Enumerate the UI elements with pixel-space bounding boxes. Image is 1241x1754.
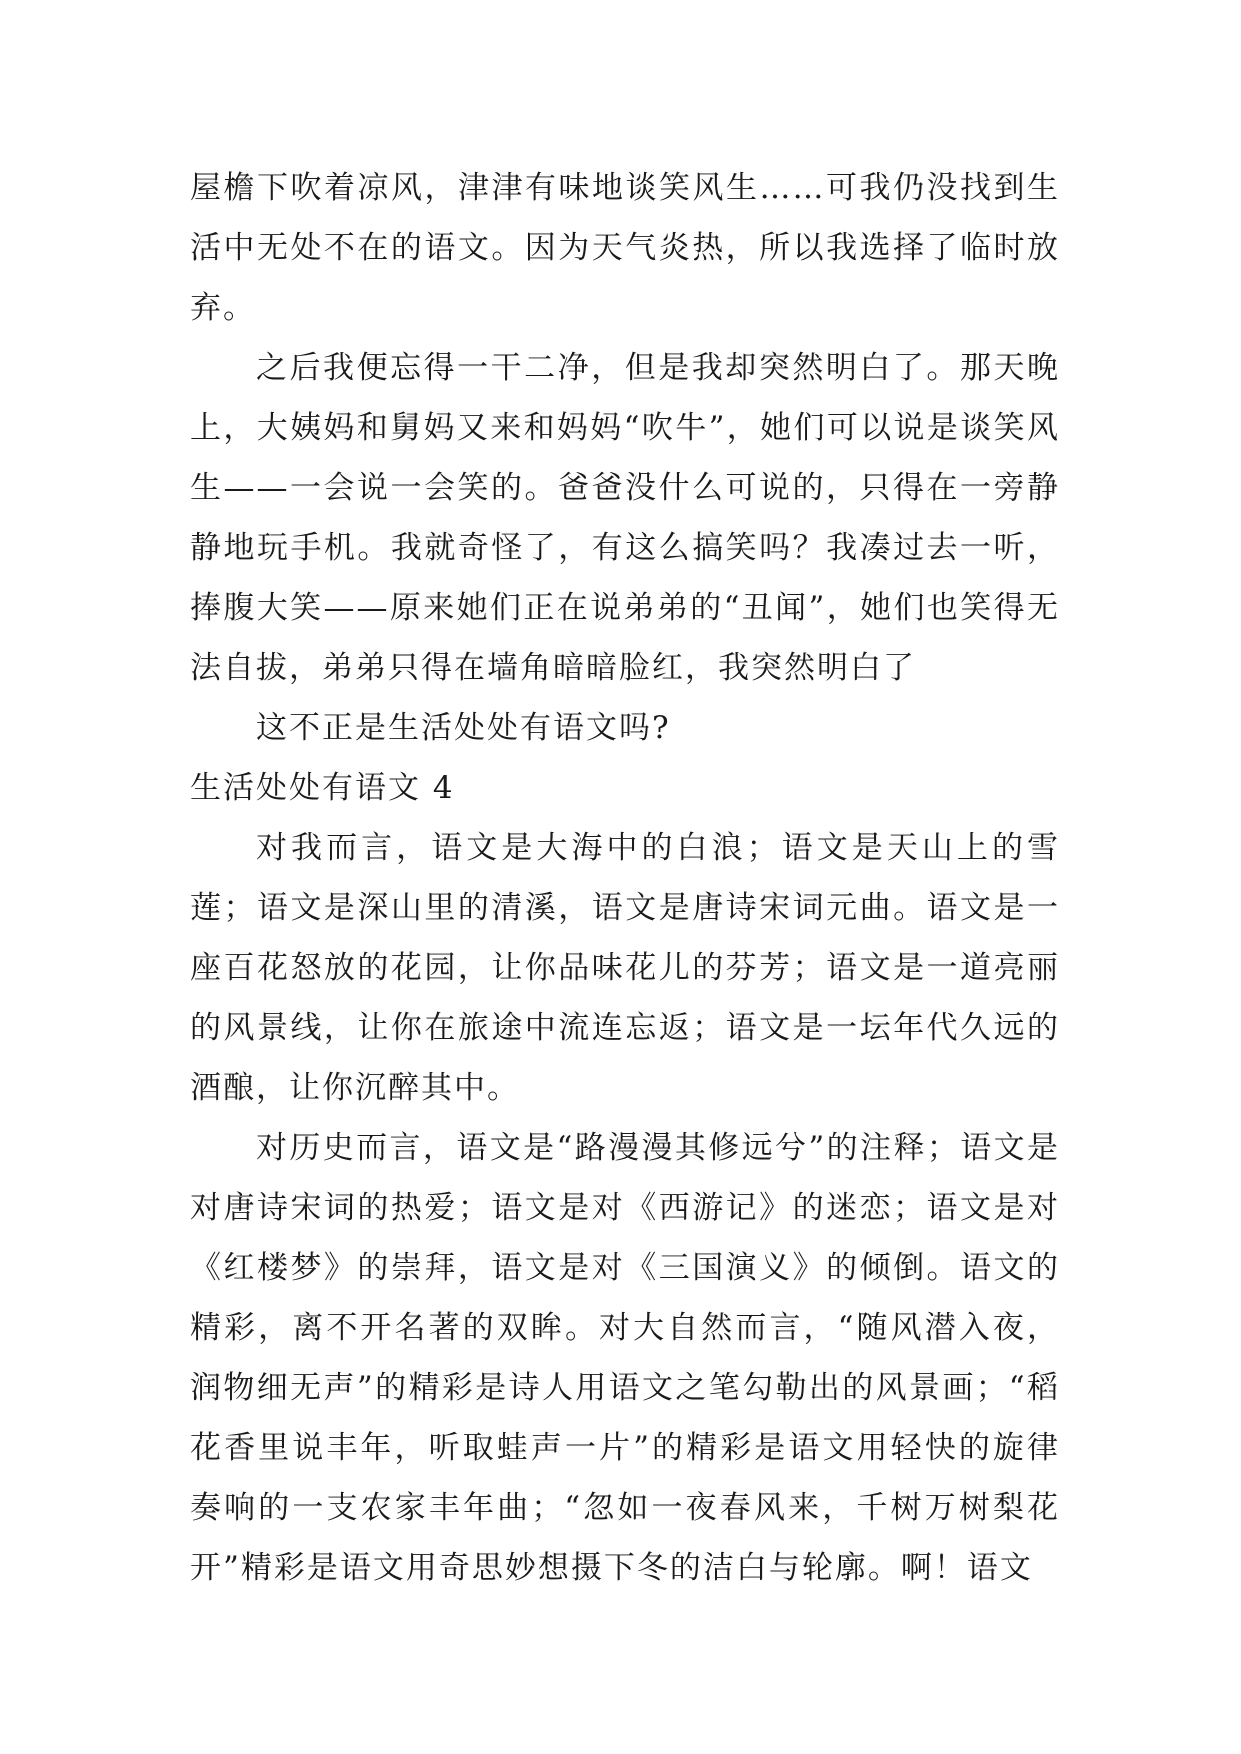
paragraph-conclusion: 这不正是生活处处有语文吗? [256, 710, 671, 746]
paragraph-for-me: 对我而言，语文是大海中的白浪；语文是天山上的雪莲；语文是深山里的清溪，语文是唐诗宋词元曲。语文是一座百花怒放的花园，让你品味花儿的芬芳；语文是一道亮丽的风景线，让你在旅途中流连忘返；语文是一坛年代久远的酒酿，让你沉醉其中。 [190, 830, 1060, 1106]
paragraph-history-nature: 对历史而言，语文是“路漫漫其修远兮”的注释；语文是对唐诗宋词的热爱；语文是对《西游记》的迷恋；语文是对《红楼梦》的崇拜，语文是对《三国演义》的倾倒。语文的精彩，离不开名著的双眸。对大自然而言，“随风潜入夜，润物细无声”的精彩是诗人用语文之笔勾勒出的风景画；“稻花香里说丰年，听取蛙声一片”的精彩是语文用轻快的旋律奏响的一支农家丰年曲；“忽如一夜春风来，千树万树梨花开”精彩是语文用奇思妙想摄下冬的洁白与轮廓。啊！语文 [190, 1130, 1060, 1586]
paragraph-realization: 之后我便忘得一干二净，但是我却突然明白了。那天晚上，大姨妈和舅妈又来和妈妈“吹牛”，她们可以说是谈笑风生——一会说一会笑的。爸爸没什么可说的，只得在一旁静静地玩手机。我就奇怪了，有这么搞笑吗？我凑过去一听，捧腹大笑——原来她们正在说弟弟的“丑闻”，她们也笑得无法自拔，弟弟只得在墙角暗暗脸红，我突然明白了 [190, 350, 1060, 686]
paragraph-continued: 屋檐下吹着凉风，津津有味地谈笑风生……可我仍没找到生活中无处不在的语文。因为天气炎热，所以我选择了临时放弃。 [190, 170, 1060, 326]
section-heading: 生活处处有语文 4 [190, 770, 455, 806]
document-body [190, 158, 1060, 1598]
